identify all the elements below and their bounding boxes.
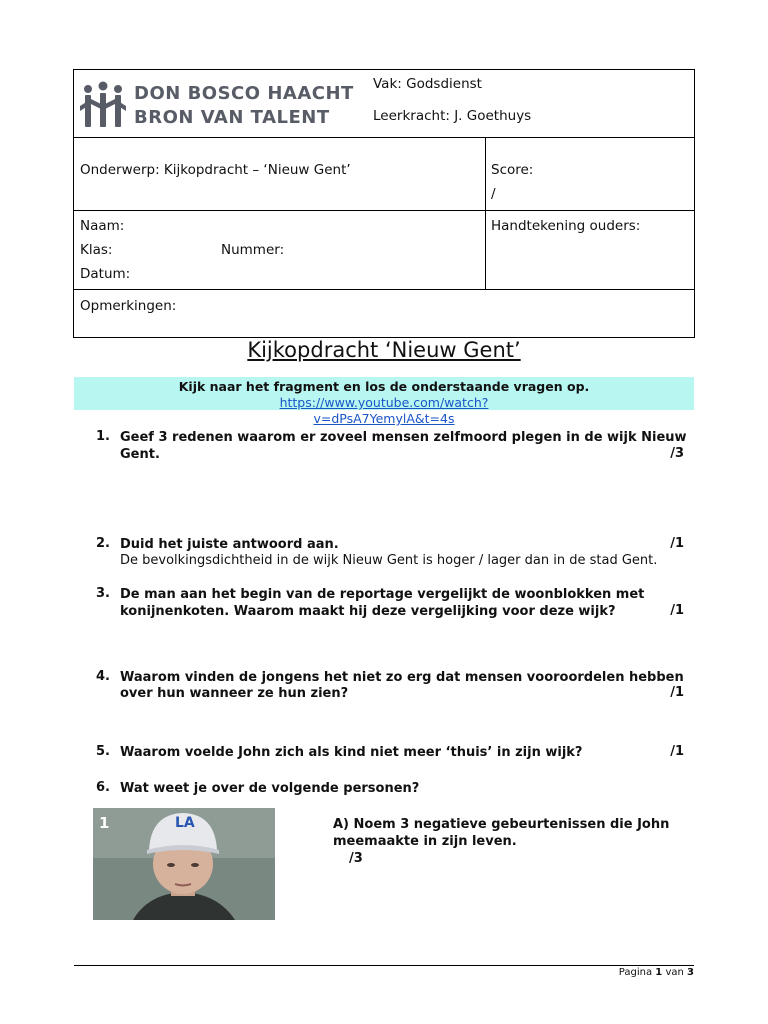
current-page: 1 <box>655 967 663 978</box>
name-field: Naam: <box>80 218 125 234</box>
question-score: /1 <box>670 536 684 551</box>
parent-signature-field: Handtekening ouders: <box>491 218 641 234</box>
question-score: /3 <box>349 851 363 866</box>
question-score: /1 <box>670 685 684 700</box>
subject-field: Vak: Godsdienst <box>373 76 482 92</box>
question-score: /1 <box>670 744 684 759</box>
page-footer: Pagina 1 van 3 <box>618 967 694 978</box>
question-score: /3 <box>670 446 684 461</box>
teacher-field: Leerkracht: J. Goethuys <box>373 108 532 124</box>
document-title: Kijkopdracht ‘Nieuw Gent’ <box>247 338 521 362</box>
total-pages: 3 <box>687 967 694 978</box>
number-field: Nummer: <box>221 242 285 258</box>
remarks-field: Opmerkingen: <box>80 298 177 314</box>
footer-divider <box>74 965 694 966</box>
person-photo <box>93 808 275 920</box>
topic-field: Onderwerp: Kijkopdracht – ‘Nieuw Gent’ <box>80 162 351 178</box>
instruction-banner <box>74 377 694 426</box>
instruction-text: Kijk naar het fragment en los de onderstaande vragen op. <box>178 379 590 394</box>
class-field: Klas: <box>80 242 113 258</box>
photo-number: 1 <box>99 814 110 832</box>
date-field: Datum: <box>80 266 131 282</box>
score-slash: / <box>491 186 496 202</box>
cap-logo-text: LA <box>175 815 195 831</box>
score-label: Score: <box>491 162 534 178</box>
people-logo-icon <box>78 80 128 130</box>
youtube-link[interactable]: https://www.youtube.com/watch? <box>279 395 489 410</box>
logo-line2: BRON VAN TALENT <box>134 107 330 128</box>
youtube-link-cont[interactable]: v=dPsA7YemylA&t=4s <box>313 411 455 426</box>
question-score: /1 <box>670 603 684 618</box>
logo-line1: DON BOSCO HAACHT <box>134 83 354 104</box>
